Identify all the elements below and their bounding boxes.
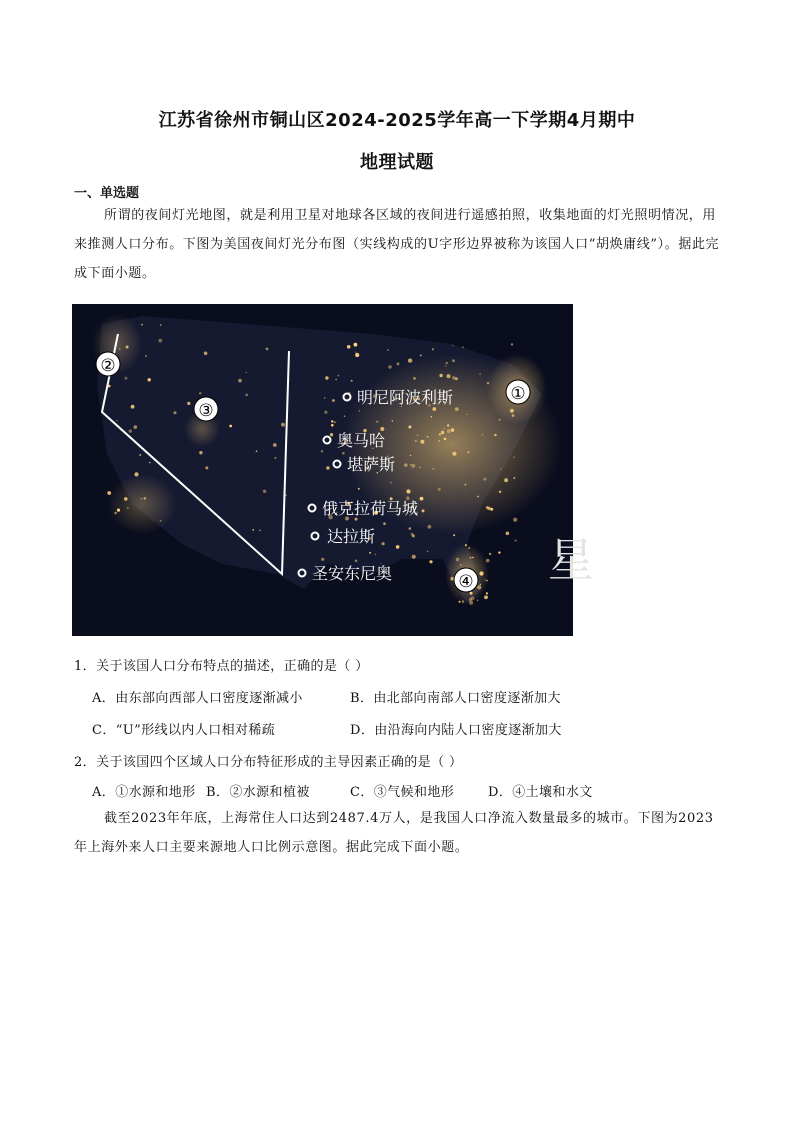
- city-light-dot: [408, 426, 411, 429]
- document-subtitle: 地理试题: [360, 152, 434, 173]
- city-light-dot: [452, 359, 455, 362]
- q2-option-c: C．③气候和地形: [350, 785, 455, 800]
- city-light-dot: [324, 411, 327, 414]
- city-light-dot: [468, 547, 470, 549]
- city-light-dot: [281, 423, 285, 427]
- city-light-dot: [469, 557, 471, 559]
- city-light-dot: [144, 497, 146, 499]
- city-light-dot: [274, 457, 276, 459]
- city-light-dot: [187, 402, 190, 405]
- city-light-dot: [149, 462, 151, 464]
- city-light-dot: [459, 601, 461, 603]
- watermark: 星: [548, 533, 594, 587]
- city-light-dot: [131, 405, 135, 409]
- city-light-dot: [427, 551, 428, 552]
- city-light-dot: [158, 339, 162, 343]
- city-light-dot: [506, 532, 510, 536]
- city-light-dot: [479, 373, 481, 375]
- city-light-dot: [439, 374, 442, 377]
- city-light-dot: [472, 557, 474, 559]
- city-light-dot: [141, 498, 143, 500]
- city-light-dot: [411, 533, 414, 536]
- city-light-dot: [477, 585, 481, 589]
- city-light-dot: [148, 378, 151, 381]
- city-light-dot: [331, 420, 333, 422]
- city-light-dot: [330, 433, 333, 436]
- city-light-dot: [500, 468, 501, 469]
- city-light-dot: [486, 559, 490, 563]
- city-light-dot: [443, 428, 444, 429]
- city-dallas: 达拉斯: [327, 527, 376, 546]
- city-light-dot: [452, 345, 453, 346]
- city-light-dot: [513, 477, 515, 479]
- city-light-dot: [375, 554, 376, 555]
- city-light-dot: [409, 527, 412, 530]
- city-light-dot: [396, 545, 400, 549]
- city-light-dot: [127, 507, 129, 509]
- city-light-dot: [439, 440, 440, 441]
- city-light-dot: [477, 496, 479, 498]
- california-lights: [107, 474, 177, 534]
- city-light-dot: [355, 560, 358, 563]
- document-title: 江苏省徐州市铜山区2024-2025学年高一下学期4月期中: [158, 110, 636, 131]
- city-light-dot: [256, 450, 258, 452]
- city-light-dot: [460, 564, 462, 566]
- city-light-dot: [456, 558, 459, 561]
- city-light-dot: [347, 345, 351, 349]
- city-minneapolis: 明尼阿波利斯: [357, 388, 454, 407]
- city-light-dot: [408, 358, 412, 362]
- q1-option-d: D．由沿海向内陆人口密度逐渐加大: [350, 723, 562, 738]
- city-light-dot: [433, 468, 435, 470]
- city-light-dot: [479, 571, 483, 575]
- city-light-dot: [107, 491, 111, 495]
- city-light-dot: [355, 353, 359, 357]
- city-light-dot: [427, 436, 429, 438]
- city-light-dot: [469, 598, 472, 601]
- city-light-dot: [199, 451, 202, 454]
- city-light-dot: [469, 601, 473, 605]
- city-light-dot: [160, 520, 162, 522]
- city-light-dot: [388, 365, 391, 368]
- city-light-dot: [415, 440, 417, 442]
- city-light-dot: [441, 431, 445, 435]
- city-light-dot: [252, 529, 254, 531]
- city-light-dot: [245, 394, 248, 397]
- city-light-dot: [455, 407, 459, 411]
- city-light-dot: [355, 518, 358, 521]
- city-light-dot: [447, 424, 449, 426]
- city-light-dot: [199, 392, 201, 394]
- city-light-dot: [351, 380, 353, 382]
- city-light-dot: [420, 354, 422, 356]
- city-light-dot: [331, 424, 334, 427]
- city-light-dot: [410, 464, 411, 465]
- region-4-label: ④: [458, 572, 474, 592]
- city-light-dot: [504, 478, 508, 482]
- passage-2: 截至2023年年底，上海常住人口达到2487.4万人，是我国人口净流入数量最多的城市。下图为2023年上海外来人口主要来源地人口比例示意图。据此完成下面小题。: [74, 811, 714, 855]
- city-light-dot: [358, 488, 360, 490]
- city-light-dot: [160, 324, 162, 326]
- q2-option-a: A．①水源和地形: [92, 785, 196, 800]
- city-light-dot: [452, 376, 455, 379]
- region-3-marker: [194, 397, 218, 421]
- city-light-dot: [452, 452, 456, 456]
- city-light-dot: [119, 348, 121, 350]
- city-light-dot: [324, 397, 326, 399]
- question-1-stem: 1．关于该国人口分布特点的描述，正确的是（ ）: [74, 659, 369, 674]
- city-light-dot: [446, 362, 448, 364]
- city-light-dot: [342, 452, 345, 455]
- city-omaha: 奥马哈: [337, 431, 386, 450]
- city-light-dot: [369, 552, 371, 554]
- city-light-dot: [498, 551, 500, 553]
- city-light-dot: [266, 348, 269, 351]
- city-light-dot: [419, 467, 421, 469]
- city-light-dot: [483, 478, 486, 481]
- city-light-dot: [480, 584, 481, 585]
- city-light-dot: [464, 484, 466, 486]
- city-light-dot: [515, 540, 517, 542]
- city-light-dot: [335, 379, 337, 381]
- city-light-dot: [354, 343, 358, 347]
- city-light-dot: [238, 379, 242, 383]
- city-light-dot: [487, 507, 490, 510]
- city-light-dot: [420, 440, 424, 444]
- city-light-dot: [462, 346, 464, 348]
- city-light-dot: [482, 434, 483, 435]
- city-light-dot: [432, 348, 434, 350]
- city-light-dot: [499, 419, 501, 421]
- section-heading: 一、单选题: [74, 186, 140, 201]
- city-light-dot: [465, 544, 467, 546]
- city-light-dot: [390, 482, 391, 483]
- city-oklahoma: 俄克拉荷马城: [322, 499, 419, 518]
- city-san-antonio: 圣安东尼奥: [312, 564, 393, 583]
- city-light-dot: [355, 352, 356, 353]
- city-light-dot: [417, 435, 418, 436]
- city-light-dot: [513, 457, 514, 458]
- city-light-dot: [513, 518, 517, 522]
- region-2-marker: [96, 352, 120, 376]
- city-light-dot: [486, 592, 488, 594]
- city-light-dot: [445, 365, 446, 366]
- q1-option-a: A．由东部向西部人口密度逐渐减小: [92, 691, 303, 706]
- city-light-dot: [450, 577, 454, 581]
- region-1-label: ①: [510, 384, 526, 404]
- city-light-dot: [321, 450, 324, 453]
- city-light-dot: [387, 349, 388, 350]
- city-light-dot: [338, 375, 340, 377]
- intro-paragraph: 所谓的夜间灯光地图，就是利用卫星对地球各区域的夜间进行遥感拍照，收集地面的灯光照明情况，用来推测人口分布。下图为美国夜间灯光分布图（实线构成的U字形边界被称为该国人口“胡焕庸线”）。据此完成下面小题。: [74, 208, 720, 281]
- city-light-dot: [468, 451, 470, 453]
- q2-option-b: B．②水源和植被: [206, 785, 310, 800]
- q1-option-b: B．由北部向南部人口密度逐渐加大: [350, 691, 561, 706]
- city-light-dot: [141, 324, 143, 326]
- city-light-dot: [273, 443, 277, 447]
- city-light-dot: [134, 425, 138, 429]
- city-light-dot: [326, 466, 329, 469]
- city-light-dot: [126, 346, 129, 349]
- city-light-dot: [359, 410, 360, 411]
- city-light-dot: [420, 497, 424, 501]
- city-light-dot: [510, 409, 514, 413]
- city-light-dot: [477, 600, 478, 601]
- city-light-dot: [462, 600, 465, 603]
- city-light-dot: [376, 421, 378, 423]
- city-light-dot: [484, 595, 488, 599]
- city-light-dot: [451, 428, 455, 432]
- region-4-marker: [454, 568, 478, 592]
- city-light-dot: [466, 414, 467, 415]
- city-light-dot: [487, 382, 489, 384]
- city-light-dot: [145, 355, 147, 357]
- city-light-dot: [382, 542, 385, 545]
- region-2-label: ②: [100, 356, 116, 376]
- city-light-dot: [511, 343, 513, 345]
- city-light-dot: [446, 374, 450, 378]
- city-light-dot: [204, 352, 208, 356]
- city-light-dot: [124, 497, 128, 501]
- city-light-dot: [453, 534, 455, 536]
- city-light-dot: [246, 372, 247, 373]
- city-light-dot: [444, 438, 447, 441]
- city-light-dot: [114, 512, 116, 514]
- city-light-dot: [499, 491, 501, 493]
- city-light-dot: [410, 455, 411, 456]
- city-light-dot: [139, 454, 141, 456]
- city-light-dot: [411, 464, 415, 468]
- city-light-dot: [489, 553, 491, 555]
- region-3-label: ③: [198, 401, 214, 421]
- city-light-dot: [422, 509, 425, 512]
- city-light-dot: [259, 530, 260, 531]
- city-light-dot: [438, 488, 441, 491]
- city-light-dot: [134, 472, 138, 476]
- city-light-dot: [406, 489, 410, 493]
- city-light-dot: [263, 490, 266, 493]
- q2-option-d: D．④土壤和水文: [488, 785, 593, 800]
- question-2-stem: 2．关于该国四个区域人口分布特征形成的主导因素正确的是（ ）: [74, 755, 463, 770]
- city-kansas: 堪萨斯: [347, 455, 396, 474]
- city-light-dot: [431, 416, 433, 418]
- city-light-dot: [229, 425, 232, 428]
- city-light-dot: [439, 433, 441, 435]
- city-light-dot: [486, 580, 488, 582]
- city-light-dot: [432, 407, 436, 411]
- city-light-dot: [429, 560, 432, 563]
- city-light-dot: [129, 429, 132, 432]
- map-canvas: [72, 304, 573, 636]
- city-light-dot: [334, 421, 336, 423]
- city-light-dot: [512, 414, 515, 417]
- city-light-dot: [404, 463, 407, 466]
- city-light-dot: [447, 429, 451, 433]
- night-lights-map: [72, 304, 573, 636]
- city-light-dot: [116, 420, 117, 421]
- city-light-dot: [412, 555, 416, 559]
- city-light-dot: [205, 466, 208, 469]
- city-light-dot: [174, 411, 177, 414]
- city-light-dot: [494, 434, 496, 436]
- city-light-dot: [124, 377, 127, 380]
- city-light-dot: [470, 592, 473, 595]
- q1-option-c: C．“U”形线以内人口相对稀疏: [92, 723, 276, 738]
- city-light-dot: [397, 363, 400, 366]
- city-light-dot: [485, 579, 486, 580]
- city-light-dot: [332, 399, 335, 402]
- city-light-dot: [344, 415, 346, 417]
- city-light-dot: [325, 376, 328, 379]
- region-1-marker: [506, 380, 530, 404]
- city-light-dot: [321, 558, 324, 561]
- city-light-dot: [392, 420, 393, 421]
- city-light-dot: [413, 377, 416, 380]
- city-light-dot: [117, 509, 120, 512]
- city-light-dot: [428, 525, 432, 529]
- city-light-dot: [383, 522, 386, 525]
